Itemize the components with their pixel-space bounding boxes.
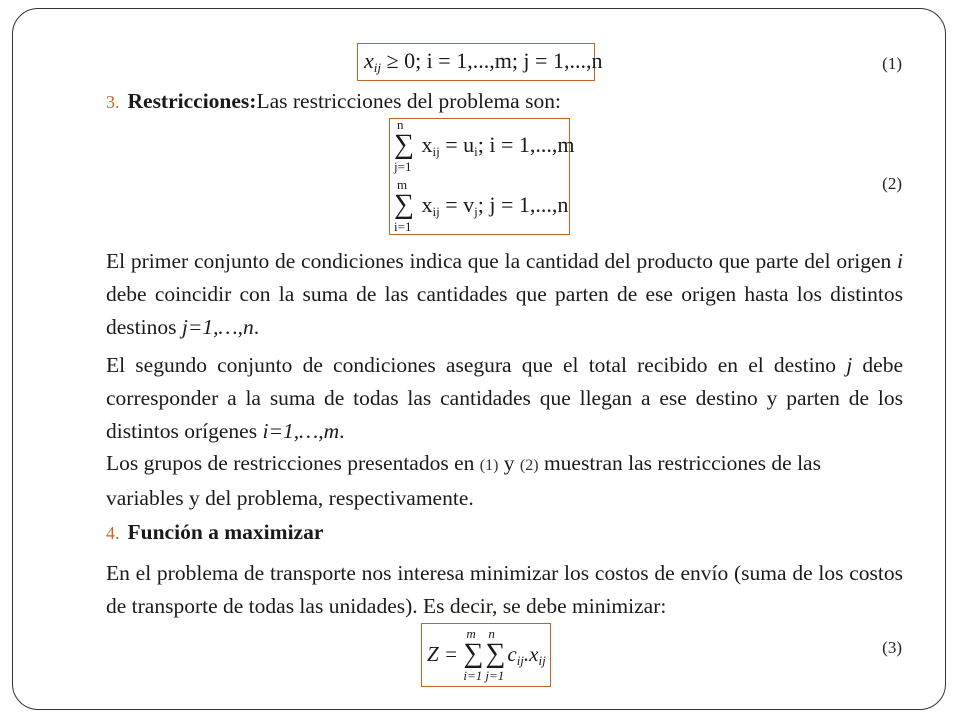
section-3-number: 3. [106,92,120,112]
paragraph-4 [106,557,903,623]
paragraph-4-text: En el problema de transporte nos interesa minimizar los costos de envío (suma de los costos de transporte de todas las unidades). Es decir, se debe minimizar: [106,561,903,618]
paragraph-2-text-b: debe corresponder a la suma de todas las cantidades que llegan a ese destino y parten de los distintos orígenes [106,353,903,443]
paragraph-3-text-y: y [498,451,520,475]
paragraph-2 [106,349,903,448]
section-3-text: Las restricciones del problema son: [256,89,561,113]
section-4-heading [106,520,323,545]
paragraph-2-var-j: j [846,353,853,377]
section-3-heading [106,89,561,114]
paragraph-1-text-b: debe coincidir con la suma de las cantidades que parten de ese origen hasta los distintos destinos [106,282,903,339]
equation-1-number: (1) [882,54,902,73]
equation-2b: m ∑ i=1 $x_{ij} = v_j$; j = 1,...,n [394,177,569,234]
paragraph-1-text-c: . [253,315,260,339]
paragraph-3 [106,447,886,515]
paragraph-1-var-i: i [897,249,903,273]
equation-2-box [389,117,575,235]
paragraph-1-range-j: j=1,…,n [181,315,254,339]
equation-3-box [421,623,551,687]
paragraph-1-text-a: El primer conjunto de condiciones indica que la cantidad del producto que parte del origen [106,249,898,273]
paragraph-2-text-a: El segundo conjunto de condiciones asegura que el total recibido en el destino [106,353,847,377]
paragraph-3-text-b: muestran las restricciones de las variables y del problema, respectivamente. [106,451,821,510]
equation-3-number: (3) [882,638,902,657]
equation-2-number: (2) [882,174,902,193]
section-3-title: Restricciones: [127,89,257,113]
paragraph-2-text-c: . [339,419,345,443]
section-4-number: 4. [106,523,120,543]
paragraph-1 [106,245,903,344]
equation-3: Z = m ∑ i=1 n ∑ j=1 $c_{ij}.x_{ij}$ [427,626,546,683]
equation-2a: n ∑ j=1 $x_{ij} = u_i$; i = 1,...,m [394,117,575,174]
paragraph-2-range-i: i=1,…,m [262,419,340,443]
paragraph-3-ref-1: (1) [479,457,499,474]
equation-1-box [357,43,603,81]
equation-1: $x_{ij} \ge 0$; i = 1,...,m; j = 1,...,n [364,48,603,75]
paragraph-3-text-a: Los grupos de restricciones presentados en [106,451,480,475]
paragraph-3-ref-2: (2) [519,457,539,474]
section-4-title: Función a maximizar [127,520,324,544]
